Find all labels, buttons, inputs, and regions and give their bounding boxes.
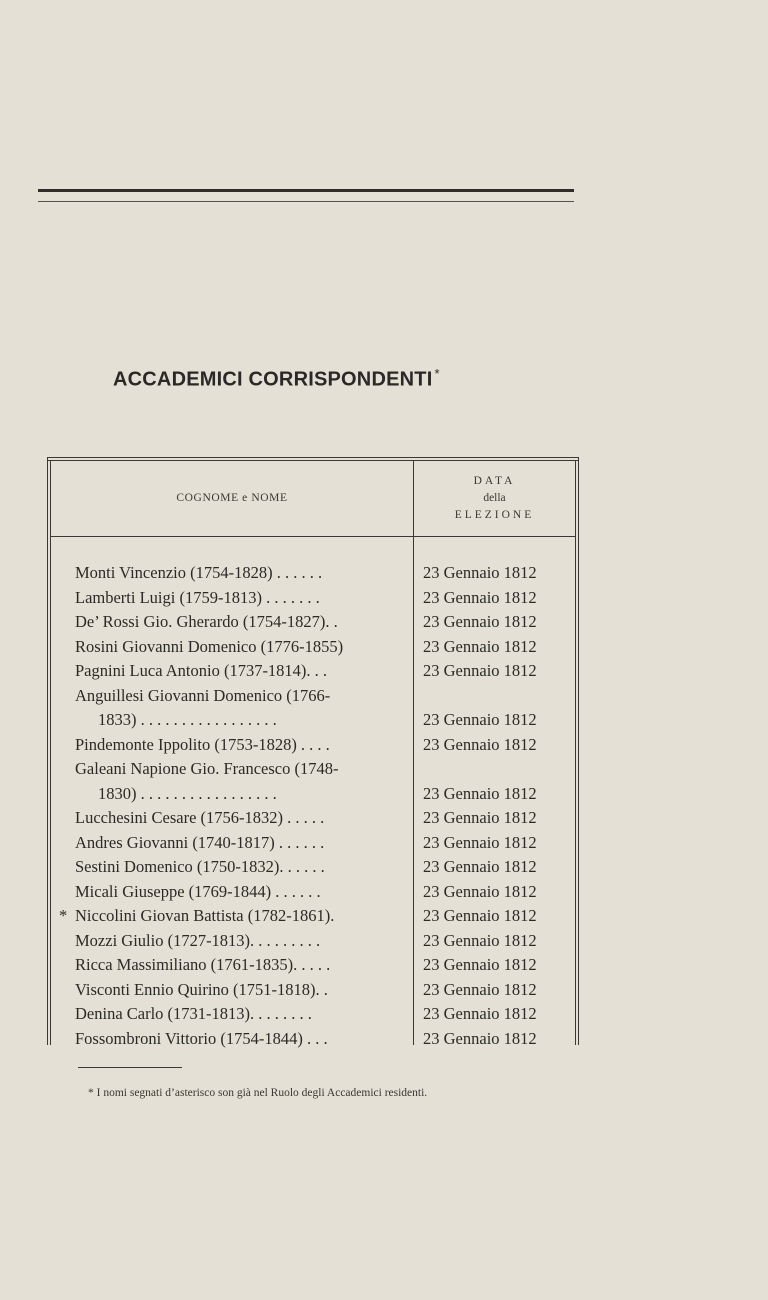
election-date: 23 Gennaio 1812 (423, 906, 537, 925)
table-row (75, 684, 575, 709)
election-date: 23 Gennaio 1812 (423, 881, 537, 901)
table-row (75, 1027, 575, 1052)
member-name: Fossombroni Vittorio (1754-1844) . . . (75, 1028, 328, 1048)
election-date: 23 Gennaio 1812 (423, 783, 537, 803)
page-title (113, 366, 673, 392)
table-body (59, 561, 575, 1051)
table-row (59, 904, 575, 929)
member-name: Visconti Ennio Quirino (1751-1818). . (75, 979, 328, 999)
member-name: Lucchesini Cesare (1756-1832) . . . . . (75, 808, 325, 827)
page-title-text: ACCADEMICI CORRISPONDENTI (113, 368, 433, 391)
column-header-date (414, 473, 575, 524)
table-row (75, 635, 575, 660)
election-date: 23 Gennaio 1812 (423, 857, 537, 876)
column-header-date-line3: ELEZIONE (454, 509, 535, 521)
column-header-date-line1: DATA (473, 475, 516, 487)
table-row (75, 806, 575, 831)
table-row (75, 831, 575, 856)
column-header-date-line2: della (483, 492, 506, 504)
header-divider (50, 536, 576, 537)
header-rule-thin (38, 201, 574, 202)
election-date: 23 Gennaio 1812 (423, 1028, 537, 1048)
election-date: 23 Gennaio 1812 (423, 612, 537, 631)
footnote: * I nomi segnati d’asterisco son già nel Ruolo degli Accademici residenti. (88, 1087, 428, 1099)
election-date: 23 Gennaio 1812 (423, 832, 537, 852)
member-name: Niccolini Giovan Battista (1782-1861). (75, 906, 335, 925)
table-row (75, 1002, 575, 1027)
election-date: 23 Gennaio 1812 (423, 808, 537, 827)
table-row (75, 953, 575, 978)
table-border (50, 460, 51, 1045)
table-border (47, 457, 48, 1045)
table-row (75, 782, 575, 807)
election-date: 23 Gennaio 1812 (423, 955, 537, 974)
election-date: 23 Gennaio 1812 (423, 930, 537, 950)
member-name: Lamberti Luigi (1759-1813) . . . . . . . (75, 587, 320, 607)
member-name: Sestini Domenico (1750-1832). . . . . . (75, 857, 325, 876)
member-name: De’ Rossi Gio. Gherardo (1754-1827). . (75, 612, 338, 631)
member-name: 1833) . . . . . . . . . . . . . . . . . (98, 710, 277, 729)
election-date: 23 Gennaio 1812 (423, 563, 537, 582)
table-row (75, 561, 575, 586)
table-row (75, 733, 575, 758)
table-row (75, 855, 575, 880)
table-row (75, 610, 575, 635)
member-name: Denina Carlo (1731-1813). . . . . . . . (75, 1004, 312, 1023)
member-name: Anguillesi Giovanni Domenico (1766- (75, 685, 331, 705)
table-row (75, 708, 575, 733)
footnote-rule (78, 1067, 182, 1068)
election-date: 23 Gennaio 1812 (423, 979, 537, 999)
header-rule-thick (38, 189, 574, 192)
election-date: 23 Gennaio 1812 (423, 587, 537, 607)
member-name: Monti Vincenzio (1754-1828) . . . . . . (75, 563, 323, 582)
table-row (75, 757, 575, 782)
member-name: 1830) . . . . . . . . . . . . . . . . . (98, 783, 277, 803)
table-border (47, 457, 579, 458)
election-date: 23 Gennaio 1812 (423, 734, 537, 754)
election-date: 23 Gennaio 1812 (423, 1004, 537, 1023)
column-header-name: COGNOME e NOME (176, 492, 288, 504)
member-name: Ricca Massimiliano (1761-1835). . . . . (75, 955, 331, 974)
table-border (578, 457, 579, 1045)
member-name: Micali Giuseppe (1769-1844) . . . . . . (75, 881, 321, 901)
member-name: Galeani Napione Gio. Francesco (1748- (75, 759, 339, 778)
table-row (75, 929, 575, 954)
member-name: Pindemonte Ippolito (1753-1828) . . . . (75, 734, 330, 754)
table-row (75, 978, 575, 1003)
table-row (75, 880, 575, 905)
title-footnote-mark: * (434, 366, 440, 381)
member-name: Mozzi Giulio (1727-1813). . . . . . . . . (75, 930, 321, 950)
election-date: 23 Gennaio 1812 (423, 710, 537, 729)
member-name: Andres Giovanni (1740-1817) . . . . . . (75, 832, 325, 852)
member-name: Pagnini Luca Antonio (1737-1814). . . (75, 661, 328, 680)
member-name: Rosini Giovanni Domenico (1776-1855) (75, 636, 344, 656)
election-date: 23 Gennaio 1812 (423, 636, 537, 656)
table-border (575, 460, 576, 1045)
table-row (75, 586, 575, 611)
election-date: 23 Gennaio 1812 (423, 661, 537, 680)
resident-mark: * (59, 906, 68, 925)
table-row (75, 659, 575, 684)
